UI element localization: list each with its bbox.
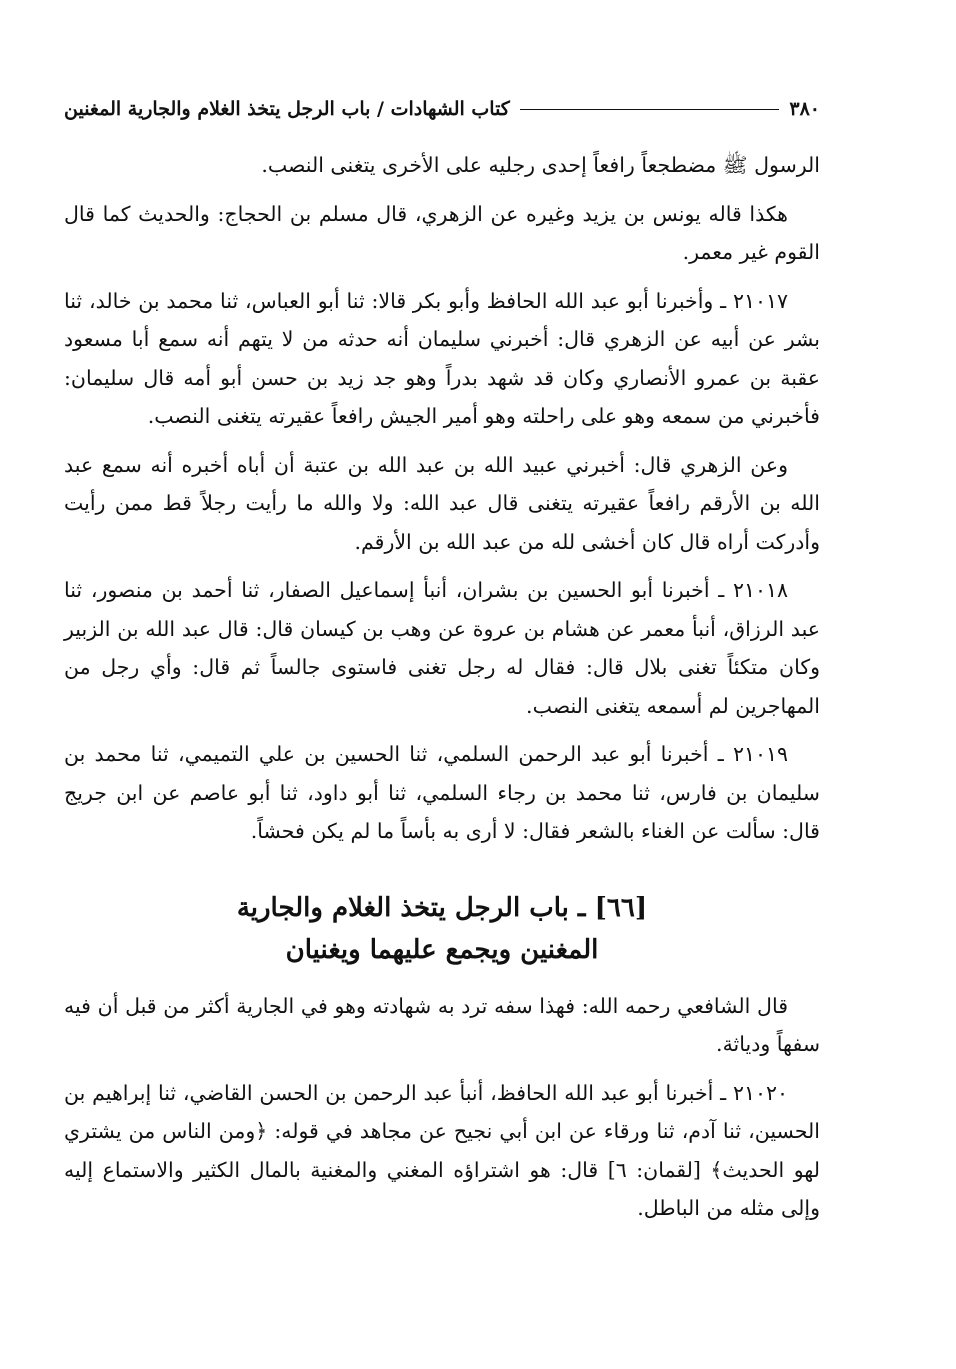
paragraph: وعن الزهري قال: أخبرني عبيد الله بن عبد الله بن عتبة أن أباه أخبره أنه سمع عبد الله بن الأرقم رافعاً عقيرته يتغنى قال عبد الله: ولا والله ما رأيت رجلاً قط ممن رأيت وأدركت أراه قال كان أخشى لله من عبد الله بن الأرقم.	[64, 452, 820, 554]
body-text	[64, 146, 820, 1238]
section-heading-line-1: [٦٦] ـ باب الرجل يتخذ الغلام والجارية	[236, 892, 648, 923]
section-heading	[64, 887, 820, 971]
page-header	[64, 92, 820, 126]
paragraph-continuation: الرسول ﷺ مضطجعاً رافعاً إحدى رجليه على الأخرى يتغنى النصب.	[261, 153, 820, 177]
paragraph: هكذا قاله يونس بن يزيد وغيره عن الزهري، قال مسلم بن الحجاج: والحديث كما قال القوم غير معمر.	[64, 201, 820, 264]
hadith-21020: ٢١٠٢٠ ـ أخبرنا أبو عبد الله الحافظ، أنبأ عبد الرحمن بن الحسن القاضي، ثنا إبراهيم بن الحسين، ثنا آدم، ثنا ورقاء عن ابن أبي نجيح عن مجاهد في قوله: ﴿ومن الناس من يشتري لهو الحديث﴾ [لقمان: ٦] قال: هو اشتراؤه المغني والمغنية بالمال الكثير والاستماع إليه وإلى مثله من الباطل.	[64, 1080, 820, 1220]
running-title: كتاب الشهادات / باب الرجل يتخذ الغلام والجارية المغنين	[64, 98, 510, 120]
hadith-21019: ٢١٠١٩ ـ أخبرنا أبو عبد الرحمن السلمي، ثنا الحسين بن علي التميمي، ثنا محمد بن سليمان بن فارس، ثنا محمد بن رجاء السلمي، ثنا أبو داود، ثنا أبو عاصم عن ابن جريج قال: سألت عن الغناء بالشعر فقال: لا أرى به بأساً ما لم يكن فحشاً.	[64, 742, 820, 843]
hadith-21018: ٢١٠١٨ ـ أخبرنا أبو الحسين بن بشران، أنبأ إسماعيل الصفار، ثنا أحمد بن منصور، ثنا عبد الرزاق، أنبأ معمر عن هشام بن عروة عن وهب بن كيسان قال: قال عبد الله بن الزبير وكان متكئاً تغنى بلال قال: فقال له رجل تغنى فاستوى جالساً ثم قال: وأي رجل من المهاجرين لم أسمعه يتغنى النصب.	[64, 578, 820, 718]
section-heading-line-2: المغنين ويجمع عليهما ويغنيان	[285, 934, 599, 965]
paragraph: قال الشافعي رحمه الله: فهذا سفه ترد به شهادته وهو في الجارية أكثر من قبل أن فيه سفهاً ودياثة.	[64, 993, 820, 1056]
header-rule	[520, 109, 780, 110]
page-number: ٣٨٠	[789, 98, 820, 120]
hadith-21017: ٢١٠١٧ ـ وأخبرنا أبو عبد الله الحافظ وأبو بكر قالا: ثنا أبو العباس، ثنا محمد بن خالد، ثنا بشر عن أبيه عن الزهري قال: أخبرني سليمان أنه حدثه من لا يتهم أنه سمع أبا مسعود عقبة بن عمرو الأنصاري وكان قد شهد بدراً وهو جد زيد بن حسن أبو أمه قال سليمان: فأخبرني من سمعه وهو على راحلته وهو أمير الجيش رافعاً عقيرته يتغنى النصب.	[64, 288, 820, 428]
